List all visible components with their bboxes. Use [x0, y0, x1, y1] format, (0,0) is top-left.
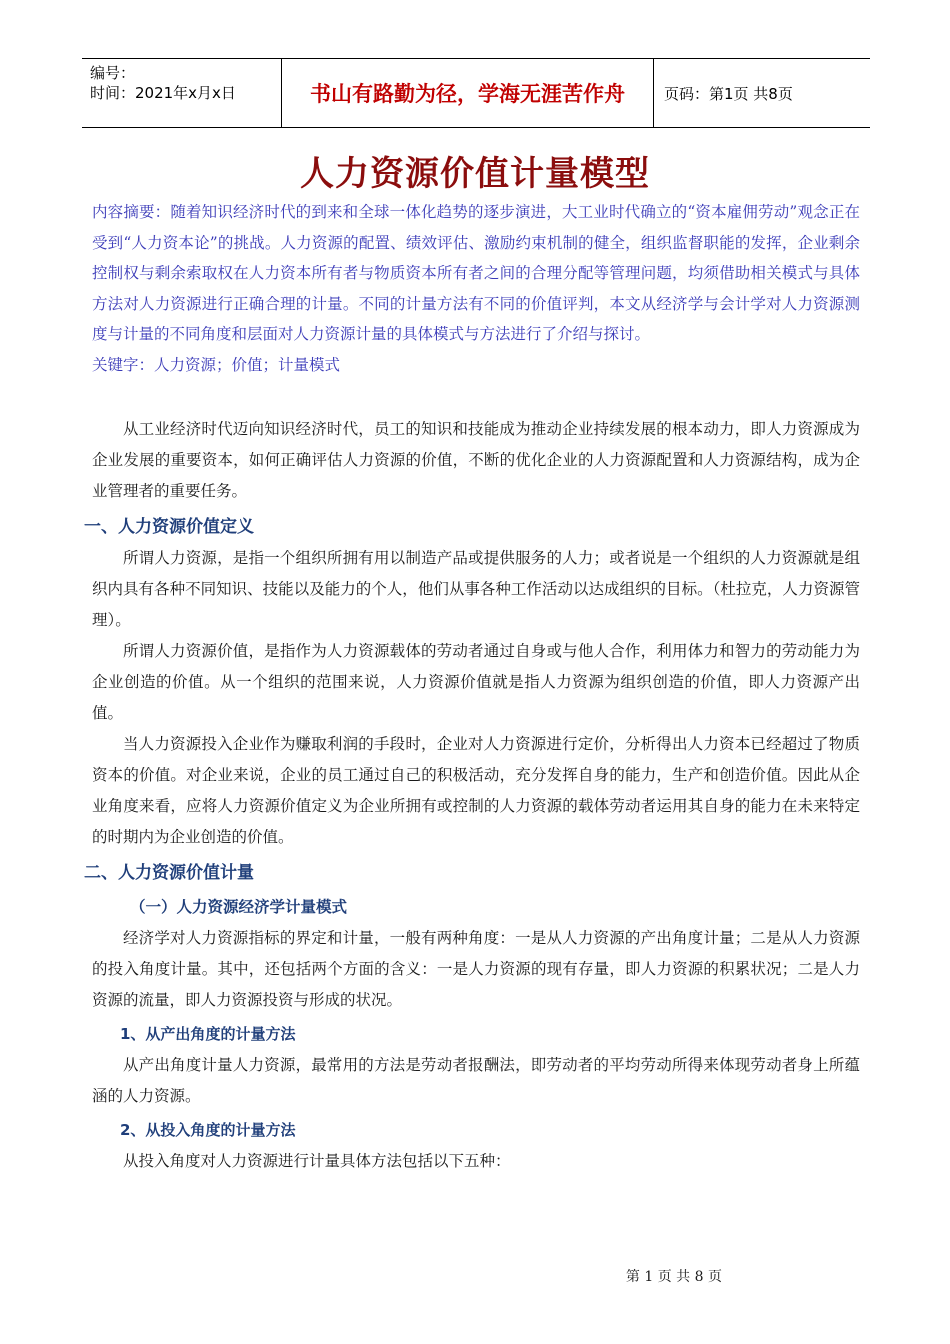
document-title: 人力资源价值计量模型 [300, 154, 650, 194]
page-footer: 第 1 页 共 8 页 [625, 1269, 722, 1285]
document-body [84, 197, 860, 1177]
number-label: 编号： [90, 64, 136, 82]
section-heading-2: 二、人力资源价值计量 [84, 862, 254, 883]
section-heading-1: 一、人力资源价值定义 [84, 516, 254, 537]
abstract: 内容摘要：随着知识经济时代的到来和全球一体化趋势的逐步演进，大工业时代确立的“资本雇佣劳动”观念正在受到“人力资本论”的挑战。人力资源的配置、绩效评估、激励约束机制的健全，组织监督职能的发挥，企业剩余控制权与剩余索取权在人力资本所有者与物质资本所有者之间的合理分配等管理问题，均须借助相关模式与具体方法对人力资源进行正确合理的计量。不同的计量方法有不同的价值评判，本文从经济学与会计学对人力资源测度与计量的不同角度和层面对人力资源计量的具体模式与方法进行了介绍与探讨。 [92, 203, 860, 343]
header-table [82, 58, 870, 128]
paragraph: 所谓人力资源，是指一个组织所拥有用以制造产品或提供服务的人力；或者说是一个组织的人力资源就是组织内具有各种不同知识、技能以及能力的个人，他们从事各种工作活动以达成组织的目标。（杜拉克，人力资源管理）。 [92, 548, 860, 629]
item-heading-2: 2、从投入角度的计量方法 [120, 1120, 296, 1139]
paragraph: 当人力资源投入企业作为赚取利润的手段时，企业对人力资源进行定价，分析得出人力资本已经超过了物质资本的价值。对企业来说，企业的员工通过自己的积极活动，充分发挥自身的能力，生产和创造价值。因此从企业角度来看，应将人力资源价值定义为企业所拥有或控制的人力资源的载体劳动者运用其自身的能力在未来特定的时期内为企业创造的价值。 [92, 734, 860, 846]
time-label: 时间：2021年x月x日 [90, 84, 236, 102]
header-left-cell [82, 59, 282, 127]
paragraph: 从投入角度对人力资源进行计量具体方法包括以下五种： [123, 1151, 511, 1170]
intro-paragraph: 从工业经济时代迈向知识经济时代，员工的知识和技能成为推动企业持续发展的根本动力，即人力资源成为企业发展的重要资本，如何正确评估人力资源的价值，不断的优化企业的人力资源配置和人力资源结构，成为企业管理者的重要任务。 [92, 419, 860, 500]
paragraph: 从产出角度计量人力资源，最常用的方法是劳动者报酬法，即劳动者的平均劳动所得来体现劳动者身上所蕴涵的人力资源。 [92, 1055, 860, 1105]
paragraph: 所谓人力资源价值，是指作为人力资源载体的劳动者通过自身或与他人合作，利用体力和智力的劳动能力为企业创造的价值。从一个组织的范围来说，人力资源价值就是指人力资源为组织创造的价值，即人力资源产出值。 [92, 641, 860, 722]
keywords: 关键字：人力资源；价值；计量模式 [92, 355, 341, 374]
subsection-heading: （一）人力资源经济学计量模式 [130, 897, 348, 916]
page-info: 页码：第1页 共8页 [664, 84, 793, 103]
motto: 书山有路勤为径，学海无涯苦作舟 [282, 59, 654, 127]
item-heading-1: 1、从产出角度的计量方法 [120, 1024, 296, 1043]
paragraph: 经济学对人力资源指标的界定和计量，一般有两种角度：一是从人力资源的产出角度计量；二是从人力资源的投入角度计量。其中，还包括两个方面的含义：一是人力资源的现有存量，即人力资源的积累状况；二是人力资源的流量，即人力资源投资与形成的状况。 [92, 928, 860, 1009]
